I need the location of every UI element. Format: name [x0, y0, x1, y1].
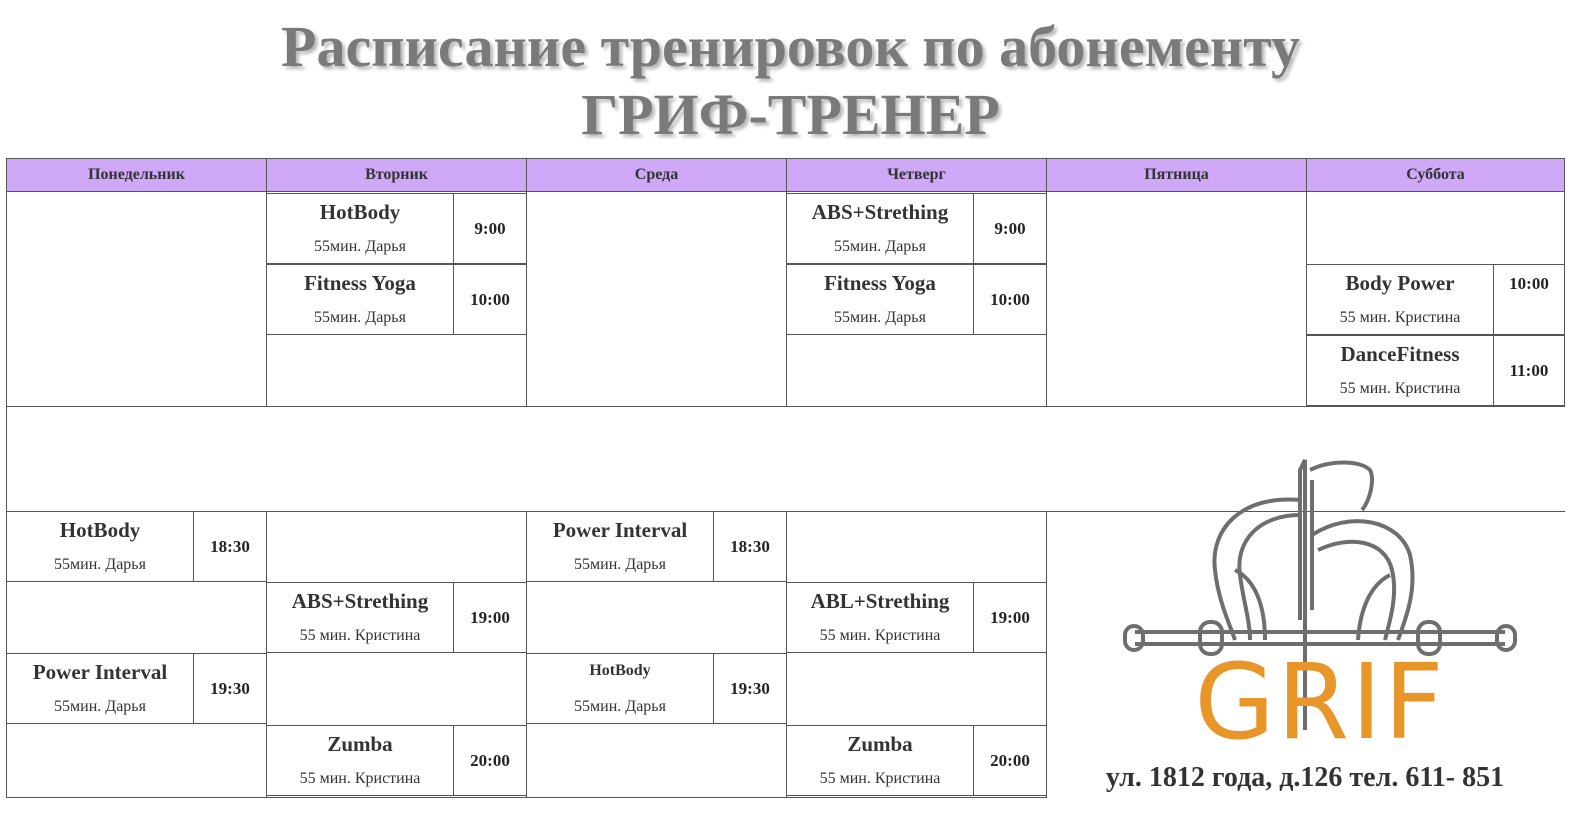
- class-name: Zumba: [327, 732, 393, 756]
- class-time: 18:30: [193, 512, 266, 581]
- class-slot: [786, 582, 1047, 653]
- class-slot: [786, 264, 1047, 335]
- day-header-saturday: Суббота: [1306, 158, 1565, 192]
- class-name: Power Interval: [32, 660, 168, 684]
- page-subtitle: ГРИФ-ТРЕНЕР: [581, 82, 1000, 147]
- class-detail: 55 мин. Кристина: [299, 627, 421, 644]
- class-time: 18:30: [713, 512, 786, 581]
- class-time: 19:30: [193, 654, 266, 723]
- day-header-tuesday: Вторник: [266, 158, 527, 192]
- class-detail: 55мин. Дарья: [574, 556, 666, 573]
- class-time: 9:00: [973, 194, 1046, 263]
- class-slot: [266, 725, 527, 796]
- class-slot: [266, 193, 527, 264]
- class-name: Body Power: [1345, 271, 1455, 295]
- class-detail: 55 мин. Кристина: [1339, 380, 1461, 397]
- class-time: 10:00: [453, 265, 526, 334]
- class-slot: [526, 511, 787, 582]
- class-slot: [1306, 264, 1565, 335]
- class-detail: 55мин. Дарья: [54, 556, 146, 573]
- logo-text: GRIF: [1194, 641, 1446, 750]
- class-detail: 55мин. Дарья: [834, 238, 926, 255]
- morning-cell-monday: [6, 191, 267, 407]
- class-slot: [266, 582, 527, 653]
- class-detail: 55 мин. Кристина: [819, 627, 941, 644]
- page-title: Расписание тренировок по абонементу: [281, 14, 1300, 79]
- grif-logo: [1100, 440, 1540, 750]
- class-slot: [6, 653, 267, 724]
- class-detail: 55мин. Дарья: [574, 698, 666, 715]
- class-detail: 55мин. Дарья: [314, 238, 406, 255]
- class-time: 20:00: [453, 726, 526, 795]
- class-slot: [1306, 335, 1565, 406]
- class-time: 10:00: [973, 265, 1046, 334]
- class-detail: 55 мин. Кристина: [1339, 309, 1461, 326]
- class-name: HotBody: [59, 518, 141, 542]
- day-header-friday: Пятница: [1046, 158, 1307, 192]
- day-header-thursday: Четверг: [786, 158, 1047, 192]
- class-name: ABS+Strething: [291, 589, 429, 613]
- class-slot: [786, 193, 1047, 264]
- class-detail: 55 мин. Кристина: [299, 770, 421, 787]
- class-slot: [786, 725, 1047, 796]
- class-name: ABL+Strething: [810, 589, 950, 613]
- class-name: DanceFitness: [1340, 342, 1460, 366]
- class-detail: 55мин. Дарья: [54, 698, 146, 715]
- class-name: HotBody: [319, 200, 401, 224]
- class-slot: [526, 653, 787, 724]
- class-name: ABS+Strething: [811, 200, 949, 224]
- morning-cell-wednesday: [526, 191, 787, 407]
- class-time: 19:00: [973, 583, 1046, 652]
- class-slot: [266, 264, 527, 335]
- class-name: HotBody: [589, 662, 651, 679]
- class-name: Fitness Yoga: [824, 271, 936, 295]
- class-detail: 55 мин. Кристина: [819, 770, 941, 787]
- class-name: Fitness Yoga: [304, 271, 416, 295]
- class-name: Zumba: [847, 732, 913, 756]
- class-time: 10:00: [1493, 265, 1564, 334]
- class-time: 9:00: [453, 194, 526, 263]
- day-header-monday: Понедельник: [6, 158, 267, 192]
- class-detail: 55мин. Дарья: [314, 309, 406, 326]
- class-detail: 55мин. Дарья: [834, 309, 926, 326]
- class-time: 20:00: [973, 726, 1046, 795]
- class-time: 19:30: [713, 654, 786, 723]
- class-slot: [6, 511, 267, 582]
- address-text: ул. 1812 года, д.126 тел. 611- 851: [1105, 762, 1505, 793]
- morning-cell-friday: [1046, 191, 1307, 407]
- class-time: 11:00: [1493, 336, 1564, 405]
- day-header-wednesday: Среда: [526, 158, 787, 192]
- class-time: 19:00: [453, 583, 526, 652]
- class-name: Power Interval: [552, 518, 688, 542]
